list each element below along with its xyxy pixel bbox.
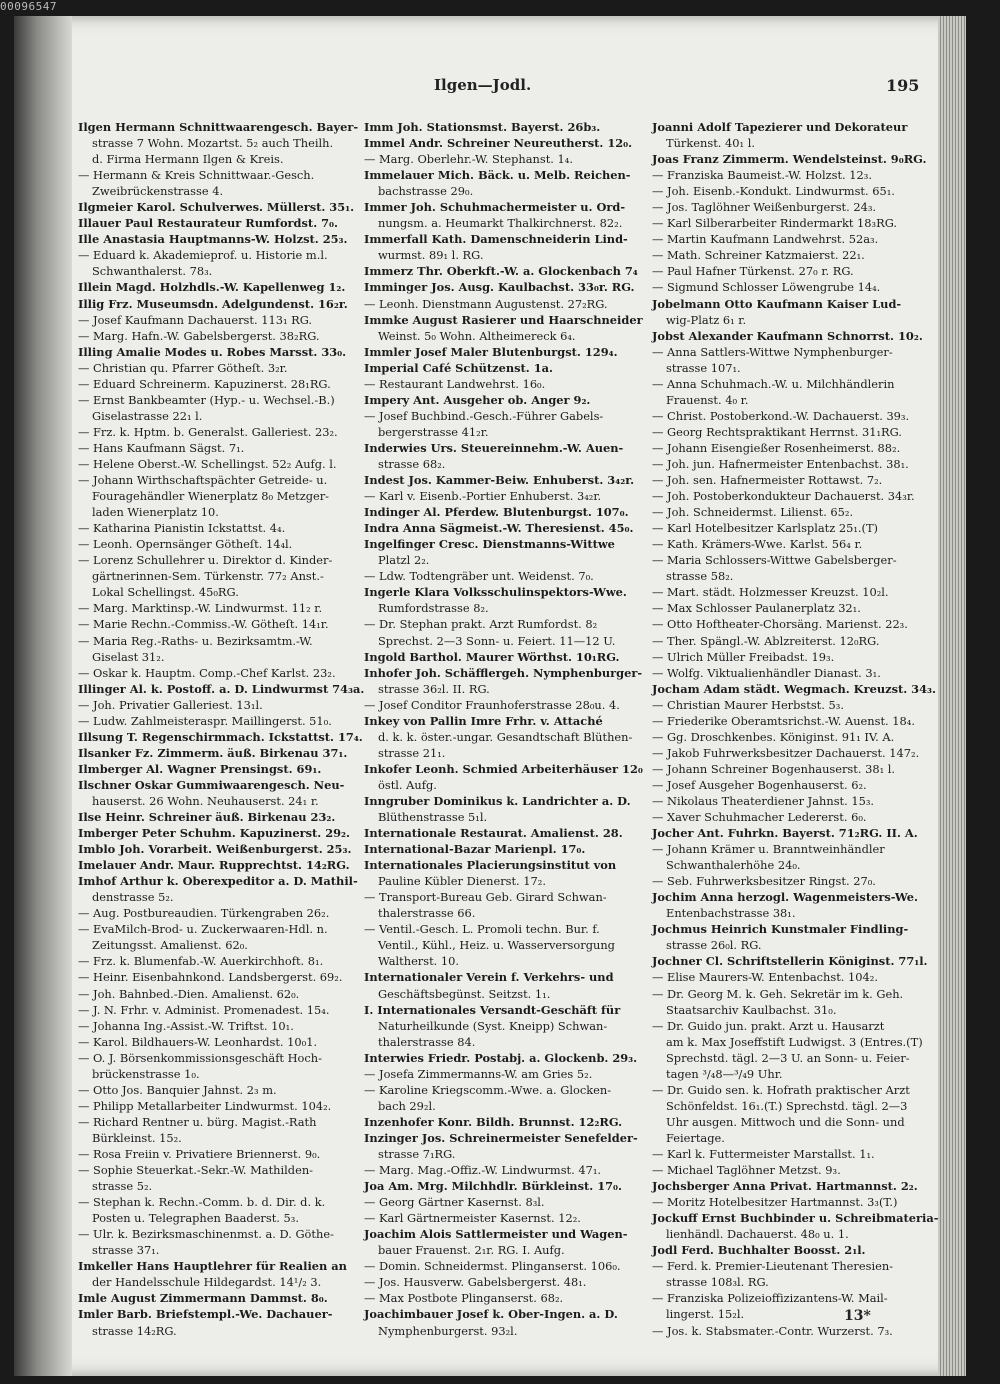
- entry-continuation-line: strasse 21₁.: [378, 745, 446, 760]
- entry-heading-line: Immler Josef Maler Blutenburgst. 129₄.: [364, 344, 618, 359]
- entry-subentry-line: — Josefa Zimmermanns-W. am Gries 5₂.: [364, 1066, 593, 1081]
- entry-continuation-line: Posten u. Telegraphen Baaderst. 5₃.: [92, 1211, 299, 1226]
- entry-heading-line: Inzenhofer Konr. Bildh. Brunnst. 12₂RG.: [364, 1114, 623, 1129]
- entry-continuation-line: Naturheilkunde (Syst. Kneipp) Schwan-: [378, 1018, 608, 1033]
- entry-continuation-line: thalerstrasse 66.: [378, 906, 476, 921]
- entry-continuation-line: Giselast 31₂.: [92, 649, 165, 664]
- entry-subentry-line: — Maria Reg.-Raths- u. Bezirksamtm.-W.: [78, 633, 313, 648]
- entry-subentry-line: — Karl k. Futtermeister Marstallst. 1₁.: [652, 1147, 875, 1161]
- entry-subentry-line: — Joh. Postoberkondukteur Dachauerst. 34₃r.: [652, 489, 915, 504]
- entry-subentry-line: — Leonh. Opernsänger Götheſt. 14₄l.: [78, 537, 293, 552]
- entry-continuation-line: Ventil., Kühl., Heiz. u. Wasserversorgung: [378, 938, 615, 953]
- entry-subentry-line: — Max Postbote Plinganserst. 68₂.: [364, 1291, 564, 1306]
- entry-subentry-line: — Christian qu. Pfarrer Götheſt. 3₂r.: [78, 360, 288, 375]
- entry-subentry-line: — Ther. Spängl.-W. Ablzreiterst. 12₀RG.: [652, 633, 880, 648]
- scan-id: 00096547: [0, 0, 57, 13]
- entry-subentry-line: — Christ. Postoberkond.-W. Dachauerst. 39₃.: [652, 408, 910, 423]
- entry-subentry-line: — Marg. Mag.-Offiz.-W. Lindwurmst. 47₁.: [364, 1163, 602, 1178]
- entry-heading-line: Joachim Alois Sattlermeister und Wagen-: [364, 1227, 628, 1242]
- entry-subentry-line: — Max Schlosser Paulanerplatz 32₁.: [652, 601, 861, 616]
- entry-heading-line: Internationales Placierungsinstitut von: [364, 858, 617, 873]
- entry-subentry-line: — Mart. städt. Holzmesser Kreuzst. 10₂l.: [652, 585, 889, 600]
- entry-subentry-line: — Ventil.-Gesch. L. Promoli techn. Bur. f.: [364, 922, 600, 937]
- entry-continuation-line: strasse 36₂l. II. RG.: [378, 681, 490, 696]
- entry-subentry-line: — Dr. Guido jun. prakt. Arzt u. Hausarzt: [652, 1018, 885, 1033]
- entry-heading-line: Imelauer Andr. Maur. Rupprechtst. 14₂RG.: [78, 858, 350, 873]
- entry-heading-line: Ilgmeier Karol. Schulverwes. Müllerst. 35₁.: [78, 200, 355, 215]
- entry-heading-line: Ilschner Oskar Gummiwaarengesch. Neu-: [78, 777, 345, 792]
- entry-subentry-line: — EvaMilch-Brod- u. Zuckerwaaren-Hdl. n.: [78, 922, 328, 937]
- entry-heading-line: Jodl Ferd. Buchhalter Boosst. 2₁l.: [652, 1243, 866, 1258]
- entry-subentry-line: — Kath. Krämers-Wwe. Karlst. 56₄ r.: [652, 537, 863, 552]
- entry-subentry-line: — Ulrich Müller Freibadst. 19₃.: [652, 649, 835, 664]
- entry-heading-line: Immer Joh. Schuhmachermeister u. Ord-: [364, 200, 626, 215]
- entry-heading-line: Jochim Anna herzogl. Wagenmeisters-We.: [652, 890, 918, 905]
- entry-heading-line: International-Bazar Marienpl. 17₀.: [364, 842, 586, 857]
- entry-continuation-line: strasse 107₁.: [666, 360, 741, 375]
- entry-heading-line: Illauer Paul Restaurateur Rumfordst. 7₀.: [78, 216, 339, 231]
- entry-continuation-line: Staatsarchiv Kaulbachst. 31₀.: [666, 1002, 837, 1017]
- entry-subentry-line: — Restaurant Landwehrst. 16₀.: [364, 376, 546, 391]
- entry-subentry-line: — Johann Wirthschaftspächter Getreide- u.: [78, 473, 328, 488]
- entry-subentry-line: — Richard Rentner u. bürg. Magist.-Rath: [78, 1114, 317, 1129]
- entry-continuation-line: d. k. k. öster.-ungar. Gesandtschaft Blüthen-: [378, 729, 633, 744]
- entry-subentry-line: — Joh. Privatier Galleriest. 13₁l.: [78, 697, 263, 712]
- entry-continuation-line: Türkenst. 40₁ l.: [666, 136, 755, 151]
- page-number: 195: [886, 76, 920, 95]
- entry-continuation-line: strasse 5₂.: [92, 1179, 153, 1194]
- entry-subentry-line: — Martin Kaufmann Landwehrst. 52a₃.: [652, 232, 879, 247]
- entry-heading-line: Jochmus Heinrich Kunstmaler Findling-: [652, 922, 909, 937]
- entry-subentry-line: — Friederike Oberamtsrichst.-W. Auenst. 18₄.: [652, 713, 915, 728]
- entry-subentry-line: — Karl v. Eisenb.-Portier Enhuberst. 3₄₂r.: [364, 489, 602, 504]
- entry-subentry-line: — Lorenz Schullehrer u. Direktor d. Kinder-: [78, 553, 333, 568]
- entry-subentry-line: — Johann Schreiner Bogenhauserst. 38₁ l.: [652, 761, 896, 776]
- entry-subentry-line: — Joh. jun. Hafnermeister Entenbachst. 38₁.: [652, 456, 909, 471]
- entry-subentry-line: — Math. Schreiner Katzmaierst. 22₁.: [652, 248, 865, 263]
- entry-heading-line: Ilse Heinr. Schreiner äuß. Birkenau 23₂.: [78, 810, 336, 825]
- entry-continuation-line: Platzl 2₂.: [378, 553, 430, 568]
- entry-heading-line: Inkofer Leonh. Schmied Arbeiterhäuser 12₀: [364, 761, 643, 776]
- entry-subentry-line: — Franziska Baumeist.-W. Holzst. 12₃.: [652, 168, 872, 183]
- entry-subentry-line: — Domin. Schneidermst. Plinganserst. 106₀.: [364, 1259, 621, 1274]
- entry-subentry-line: — Moritz Hotelbesitzer Hartmannst. 3₃(T.): [652, 1195, 898, 1210]
- entry-heading-line: Immke August Rasierer und Haarschneider: [364, 312, 643, 327]
- entry-heading-line: Illsung T. Regenschirmmach. Ickstattst. 17₄.: [78, 729, 363, 744]
- entry-heading-line: Inderwies Urs. Steuereinnehm.-W. Auen-: [364, 440, 624, 455]
- entry-continuation-line: bachstrasse 29₀.: [378, 184, 474, 199]
- entry-subentry-line: — Leonh. Dienstmann Augustenst. 27₂RG.: [364, 296, 608, 311]
- entry-subentry-line: — Josef Buchbind.-Gesch.-Führer Gabels-: [364, 408, 604, 423]
- entry-subentry-line: — J. N. Frhr. v. Administ. Promenadest. 15₄.: [78, 1002, 330, 1017]
- column-2: [364, 119, 644, 1338]
- entry-heading-line: Immerz Thr. Oberkft.-W. a. Glockenbach 7₄: [364, 264, 638, 279]
- entry-continuation-line: brückenstrasse 1₀.: [92, 1066, 200, 1081]
- entry-heading-line: Immerfall Kath. Damenschneiderin Lind-: [364, 232, 628, 247]
- entry-subentry-line: — Nikolaus Theaterdiener Jahnst. 15₃.: [652, 793, 875, 808]
- entry-subentry-line: — Johann Krämer u. Branntweinhändler: [652, 842, 885, 857]
- entry-heading-line: Ille Anastasia Hauptmanns-W. Holzst. 25₃.: [78, 232, 348, 247]
- entry-heading-line: Inhofer Joh. Schäfflergeh. Nymphenburger-: [364, 665, 643, 680]
- entry-subentry-line: — Johanna Ing.-Assist.-W. Triftst. 10₁.: [78, 1018, 294, 1033]
- entry-continuation-line: Pauline Kübler Dienerst. 17₂.: [378, 874, 546, 889]
- entry-continuation-line: nungsm. a. Heumarkt Thalkirchnerst. 82₂.: [378, 216, 623, 231]
- entry-subentry-line: — Ludw. Zahlmeisteraspr. Maillingerst. 51₀.: [78, 713, 332, 728]
- entry-continuation-line: bauer Frauenst. 2₁r. RG. I. Aufg.: [378, 1243, 565, 1258]
- entry-subentry-line: — Otto Jos. Banquier Jahnst. 2₃ m.: [78, 1082, 277, 1097]
- entry-subentry-line: — Stephan k. Rechn.-Comm. b. d. Dir. d. k.: [78, 1195, 326, 1210]
- entry-subentry-line: — Wolfg. Viktualienhändler Dianast. 3₁.: [652, 665, 881, 680]
- entry-subentry-line: — Sophie Steuerkat.-Sekr.-W. Mathilden-: [78, 1163, 314, 1178]
- entry-subentry-line: — Josef Conditor Fraunhoferstrasse 28₀u. 4.: [364, 697, 620, 712]
- entry-heading-line: Imm Joh. Stationsmst. Bayerst. 26b₃.: [364, 120, 601, 134]
- entry-heading-line: Jobelmann Otto Kaufmann Kaiser Lud-: [652, 296, 902, 311]
- entry-subentry-line: — Jos. k. Stabsmater.-Contr. Wurzerst. 7₃.: [652, 1323, 893, 1338]
- directory-page: [14, 16, 966, 1376]
- signature-mark: 13*: [844, 1308, 871, 1324]
- entry-heading-line: Illig Frz. Museumsdn. Adelgundenst. 16₂r.: [78, 296, 348, 311]
- entry-heading-line: Jocham Adam städt. Wegmach. Kreuzst. 34₃.: [652, 681, 936, 696]
- entry-heading-line: Jocher Ant. Fuhrkn. Bayerst. 71₂RG. II. A.: [652, 826, 918, 841]
- entry-heading-line: Jobst Alexander Kaufmann Schnorrst. 10₂.: [652, 328, 923, 343]
- entry-subentry-line: — Jos. Hausverw. Gabelsbergerst. 48₁.: [364, 1275, 587, 1290]
- entry-subentry-line: — Hans Kaufmann Sägst. 7₁.: [78, 440, 245, 455]
- entry-continuation-line: Giselastrasse 22₁ l.: [92, 408, 203, 423]
- entry-heading-line: Imkeller Hans Hauptlehrer für Realien an: [78, 1259, 347, 1274]
- entry-continuation-line: strasse 68₂.: [378, 456, 446, 471]
- entry-subentry-line: — Marie Rechn.-Commiss.-W. Götheſt. 14₁r.: [78, 617, 329, 632]
- entry-heading-line: Impery Ant. Ausgeher ob. Anger 9₂.: [364, 392, 591, 407]
- entry-subentry-line: — Frz. k. Blumenfab.-W. Auerkirchhoft. 8₁.: [78, 954, 324, 969]
- entry-continuation-line: bergerstrasse 41₂r.: [378, 424, 489, 439]
- entry-subentry-line: — Anna Sattlers-Wittwe Nymphenburger-: [652, 344, 893, 359]
- entry-subentry-line: — O. J. Börsenkommissionsgeschäft Hoch-: [78, 1050, 322, 1065]
- entry-continuation-line: Weinst. 5₀ Wohn. Altheimereck 6₄.: [378, 328, 576, 343]
- entry-subentry-line: — Seb. Fuhrwerksbesitzer Ringst. 27₀.: [652, 874, 876, 889]
- column-1: [78, 119, 365, 1338]
- entry-heading-line: Inkey von Pallin Imre Frhr. v. Attaché: [364, 713, 603, 728]
- entry-continuation-line: Uhr ausgen. Mittwoch und die Sonn- und: [666, 1114, 905, 1129]
- entry-continuation-line: Zeitungsst. Amalienst. 62₀.: [92, 938, 248, 953]
- entry-heading-line: Imperial Café Schützenst. 1a.: [364, 360, 554, 375]
- entry-heading-line: Jockuff Ernst Buchbinder u. Schreibmateria-: [652, 1211, 939, 1226]
- entry-subentry-line: — Eduard Schreinerm. Kapuzinerst. 28₁RG.: [78, 376, 331, 391]
- entry-continuation-line: Sprechst. 2—3 Sonn- u. Feiert. 11—12 U.: [378, 633, 616, 648]
- entry-subentry-line: — Ulr. k. Bezirksmaschinenmst. a. D. Göthe-: [78, 1227, 334, 1242]
- entry-subentry-line: — Katharina Pianistin Ickstattst. 4₄.: [78, 521, 286, 536]
- entry-subentry-line: — Aug. Postbureaudien. Türkengraben 26₂.: [78, 906, 330, 921]
- entry-continuation-line: Entenbachstrasse 38₁.: [666, 906, 796, 921]
- entry-subentry-line: — Karoline Kriegscomm.-Wwe. a. Glocken-: [364, 1082, 612, 1097]
- entry-heading-line: Imler Barb. Briefstempl.-We. Dachauer-: [78, 1307, 333, 1322]
- entry-heading-line: Illinger Al. k. Postoff. a. D. Lindwurmst 74₃a.: [78, 681, 365, 696]
- entry-continuation-line: Fouragehändler Wienerplatz 8₀ Metzger-: [92, 489, 330, 504]
- entry-subentry-line: — Christian Maurer Herbstst. 5₃.: [652, 697, 844, 712]
- entry-subentry-line: — Georg Gärtner Kasernst. 8₃l.: [364, 1195, 545, 1210]
- entry-continuation-line: strasse 108₃l. RG.: [666, 1275, 769, 1290]
- entry-subentry-line: — Sigmund Schlosser Löwengrube 14₄.: [652, 280, 881, 295]
- entry-heading-line: Jochsberger Anna Privat. Hartmannst. 2₂.: [652, 1179, 918, 1194]
- entry-continuation-line: strasse 7 Wohn. Mozartst. 5₂ auch Theilh.: [92, 136, 334, 151]
- entry-subentry-line: — Marg. Hafn.-W. Gabelsbergerst. 38₂RG.: [78, 328, 320, 343]
- entry-heading-line: Indest Jos. Kammer-Beiw. Enhuberst. 3₄₂r.: [364, 473, 635, 488]
- entry-subentry-line: — Karl Silberarbeiter Rindermarkt 18₃RG.: [652, 216, 898, 231]
- entry-continuation-line: lienhändl. Dachauerst. 48₀ u. 1.: [666, 1227, 849, 1242]
- entry-heading-line: Internationaler Verein f. Verkehrs- und: [364, 970, 614, 985]
- entry-heading-line: Illein Magd. Holzhdls.-W. Kapellenweg 1₂.: [78, 280, 346, 295]
- entry-subentry-line: — Eduard k. Akademieprof. u. Historie m.l.: [78, 248, 328, 263]
- entry-continuation-line: am k. Max Joseffstift Ludwigst. 3 (Entres.(T): [666, 1034, 923, 1049]
- entry-subentry-line: — Xaver Schuhmacher Ledererst. 6₀.: [652, 810, 867, 825]
- entry-heading-line: Inngruber Dominikus k. Landrichter a. D.: [364, 793, 631, 808]
- entry-heading-line: Indinger Al. Pferdew. Blutenburgst. 107₀.: [364, 505, 629, 520]
- entry-subentry-line: — Jakob Fuhrwerksbesitzer Dachauerst. 147₂.: [652, 745, 920, 760]
- entry-continuation-line: Lokal Schellingst. 45₀RG.: [92, 585, 239, 600]
- entry-subentry-line: — Paul Hafner Türkenst. 27₀ r. RG.: [652, 264, 854, 279]
- entry-subentry-line: — Helene Oberst.-W. Schellingst. 52₂ Aufg. l.: [78, 456, 337, 471]
- entry-subentry-line: — Franziska Polizeioffizizantens-W. Mail-: [652, 1291, 888, 1306]
- entry-continuation-line: strasse 37₁.: [92, 1243, 160, 1258]
- entry-subentry-line: — Georg Rechtspraktikant Herrnst. 31₁RG.: [652, 424, 902, 439]
- entry-subentry-line: — Gg. Droschkenbes. Königinst. 91₁ IV. A.: [652, 729, 895, 744]
- entry-heading-line: Joachimbauer Josef k. Ober-Ingen. a. D.: [364, 1307, 618, 1322]
- column-3: [652, 119, 939, 1338]
- entry-heading-line: Inzinger Jos. Schreinermeister Senefelder-: [364, 1130, 638, 1145]
- entry-continuation-line: östl. Aufg.: [378, 777, 437, 792]
- entry-subentry-line: — Ernst Bankbeamter (Hyp.- u. Wechsel.-B.): [78, 392, 335, 407]
- entry-heading-line: Immelauer Mich. Bäck. u. Melb. Reichen-: [364, 168, 631, 183]
- entry-subentry-line: — Anna Schuhmach.-W. u. Milchhändlerin: [652, 376, 895, 391]
- entry-continuation-line: hauserst. 26 Wohn. Neuhauserst. 24₁ r.: [92, 793, 319, 808]
- entry-continuation-line: strasse 14₂RG.: [92, 1323, 177, 1338]
- entry-heading-line: Joanni Adolf Tapezierer und Dekorateur: [652, 120, 908, 134]
- entry-subentry-line: — Transport-Bureau Geb. Girard Schwan-: [364, 890, 607, 905]
- entry-subentry-line: — Dr. Stephan prakt. Arzt Rumfordst. 8₂: [364, 617, 598, 632]
- entry-heading-line: Illing Amalie Modes u. Robes Marsst. 33₀.: [78, 344, 347, 359]
- entry-subentry-line: — Karl Gärtnermeister Kasernst. 12₂.: [364, 1211, 581, 1226]
- running-head: Ilgen—Jodl.: [434, 76, 532, 94]
- entry-subentry-line: — Karol. Bildhauers-W. Leonhardst. 10₀1.: [78, 1034, 318, 1049]
- entry-subentry-line: — Philipp Metallarbeiter Lindwurmst. 104₂.: [78, 1098, 332, 1113]
- entry-heading-line: Imle August Zimmermann Dammst. 8₀.: [78, 1291, 328, 1306]
- entry-subentry-line: — Dr. Guido sen. k. Hofrath praktischer Arzt: [652, 1082, 910, 1097]
- entry-continuation-line: der Handelsschule Hildegardst. 14¹/₂ 3.: [92, 1275, 322, 1290]
- entry-continuation-line: Feiertage.: [666, 1130, 725, 1145]
- entry-subentry-line: — Maria Schlossers-Wittwe Gabelsberger-: [652, 553, 897, 568]
- entry-subentry-line: — Frz. k. Hptm. b. Generalst. Galleriest. 23₂.: [78, 424, 338, 439]
- entry-continuation-line: Rumfordstrasse 8₂.: [378, 601, 489, 616]
- entry-subentry-line: — Joh. sen. Hafnermeister Rottawst. 7₂.: [652, 473, 883, 488]
- entry-subentry-line: — Dr. Georg M. k. Geh. Sekretär im k. Geh.: [652, 986, 904, 1001]
- entry-subentry-line: — Joh. Eisenb.-Kondukt. Lindwurmst. 65₁.: [652, 184, 895, 199]
- entry-heading-line: Imblo Joh. Vorarbeit. Weißenburgerst. 25₃.: [78, 842, 352, 857]
- entry-heading-line: Joa Am. Mrg. Milchhdlr. Bürkleinst. 17₀.: [364, 1179, 622, 1194]
- page-fore-edge: [938, 16, 966, 1376]
- entry-continuation-line: wig-Platz 6₁ r.: [666, 312, 747, 327]
- entry-subentry-line: — Johann Eisengießer Rosenheimerst. 88₂.: [652, 440, 901, 455]
- entry-continuation-line: Nymphenburgerst. 93₂l.: [378, 1323, 518, 1338]
- entry-continuation-line: bach 29₂l.: [378, 1098, 436, 1113]
- entry-subentry-line: — Marg. Oberlehr.-W. Stephanst. 1₄.: [364, 152, 573, 167]
- entry-subentry-line: — Heinr. Eisenbahnkond. Landsbergerst. 69₂.: [78, 970, 343, 985]
- entry-heading-line: Ingelfinger Cresc. Dienstmanns-Wittwe: [364, 537, 615, 552]
- entry-heading-line: Ilgen Hermann Schnittwaarengesch. Bayer-: [78, 120, 359, 134]
- entry-continuation-line: Bürkleinst. 15₂.: [92, 1130, 182, 1145]
- entry-heading-line: Joas Franz Zimmerm. Wendelsteinst. 9₀RG.: [652, 152, 927, 167]
- entry-subentry-line: — Ldw. Todtengräber unt. Weidenst. 7₀.: [364, 569, 594, 584]
- entry-continuation-line: lingerst. 15₂l.: [666, 1307, 745, 1322]
- entry-heading-line: Imberger Peter Schuhm. Kapuzinerst. 29₂.: [78, 826, 351, 841]
- entry-heading-line: Imminger Jos. Ausg. Kaulbachst. 33₀r. RG.: [364, 280, 635, 295]
- entry-heading-line: Indra Anna Sägmeist.-W. Theresienst. 45₀.: [364, 521, 634, 536]
- entry-subentry-line: — Elise Maurers-W. Entenbachst. 104₂.: [652, 970, 878, 985]
- entry-continuation-line: Frauenst. 4₀ r.: [666, 392, 749, 407]
- entry-subentry-line: — Rosa Freiin v. Privatiere Briennerst. 9₀.: [78, 1147, 321, 1161]
- entry-continuation-line: Schwanthalerst. 78₃.: [92, 264, 213, 279]
- entry-continuation-line: Waltherst. 10.: [378, 954, 460, 969]
- entry-continuation-line: Schönfeldst. 16₁.(T.) Sprechstd. tägl. 2—3: [666, 1098, 908, 1113]
- entry-continuation-line: gärtnerinnen-Sem. Türkenstr. 77₂ Anst.-: [92, 569, 324, 584]
- entry-continuation-line: Zweibrückenstrasse 4.: [92, 184, 224, 199]
- entry-continuation-line: thalerstrasse 84.: [378, 1034, 476, 1049]
- entry-heading-line: Ingold Barthol. Maurer Wörthst. 10₁RG.: [364, 649, 620, 664]
- entry-continuation-line: denstrasse 5₂.: [92, 890, 174, 905]
- entry-subentry-line: — Otto Hoftheater-Chorsäng. Marienst. 22₃.: [652, 617, 908, 632]
- entry-subentry-line: — Josef Kaufmann Dachauerst. 113₁ RG.: [78, 312, 313, 327]
- directory-columns: [78, 119, 939, 1338]
- entry-continuation-line: d. Firma Hermann Ilgen & Kreis.: [92, 152, 284, 167]
- entry-subentry-line: — Ferd. k. Premier-Lieutenant Theresien-: [652, 1259, 894, 1274]
- entry-subentry-line: — Jos. Taglöhner Weißenburgerst. 24₃.: [652, 200, 877, 215]
- entry-subentry-line: — Karl Hotelbesitzer Karlsplatz 25₁.(T): [652, 521, 879, 536]
- entry-continuation-line: Blüthenstrasse 5₁l.: [378, 810, 488, 825]
- entry-heading-line: Internationale Restaurat. Amalienst. 28.: [364, 826, 623, 841]
- entry-heading-line: Jochner Cl. Schriftstellerin Königinst. 77₁l.: [652, 954, 928, 969]
- entry-subentry-line: — Oskar k. Hauptm. Comp.-Chef Karlst. 23₂.: [78, 665, 336, 680]
- entry-continuation-line: tagen ³/₄8—³/₄9 Uhr.: [666, 1066, 783, 1081]
- entry-heading-line: Imhof Arthur k. Oberexpeditor a. D. Mathil-: [78, 874, 358, 889]
- entry-subentry-line: — Joh. Schneidermst. Lilienst. 65₂.: [652, 505, 854, 520]
- entry-continuation-line: wurmst. 89₁ l. RG.: [378, 248, 484, 263]
- book-binding: [14, 16, 72, 1376]
- entry-continuation-line: Sprechstd. tägl. 2—3 U. an Sonn- u. Feier-: [666, 1050, 910, 1065]
- entry-heading-line: I. Internationales Versandt-Geschäft für: [364, 1002, 621, 1017]
- entry-heading-line: Interwies Friedr. Postabj. a. Glockenb. 29₃.: [364, 1050, 638, 1065]
- entry-continuation-line: strasse 7₁RG.: [378, 1147, 456, 1161]
- entry-continuation-line: strasse 58₂.: [666, 569, 734, 584]
- entry-heading-line: Ilsanker Fz. Zimmerm. äuß. Birkenau 37₁.: [78, 745, 348, 760]
- entry-continuation-line: strasse 26₀l. RG.: [666, 938, 762, 953]
- entry-continuation-line: Geschäftsbegünst. Seitzst. 1₁.: [378, 986, 551, 1001]
- entry-subentry-line: — Michael Taglöhner Metzst. 9₃.: [652, 1163, 841, 1178]
- entry-subentry-line: — Josef Ausgeher Bogenhauserst. 6₂.: [652, 777, 867, 792]
- entry-continuation-line: Schwanthalerhöhe 24₀.: [666, 858, 801, 873]
- entry-subentry-line: — Joh. Bahnbed.-Dien. Amalienst. 62₀.: [78, 986, 300, 1001]
- entry-heading-line: Ilmberger Al. Wagner Prensingst. 69₁.: [78, 761, 322, 776]
- entry-continuation-line: laden Wienerplatz 10.: [92, 505, 219, 520]
- entry-subentry-line: — Hermann & Kreis Schnittwaar.-Gesch.: [78, 168, 315, 183]
- entry-heading-line: Ingerle Klara Volksschulinspektors-Wwe.: [364, 585, 627, 600]
- entry-subentry-line: — Marg. Marktinsp.-W. Lindwurmst. 11₂ r.: [78, 601, 323, 616]
- entry-heading-line: Immel Andr. Schreiner Neureutherst. 12₀.: [364, 136, 633, 151]
